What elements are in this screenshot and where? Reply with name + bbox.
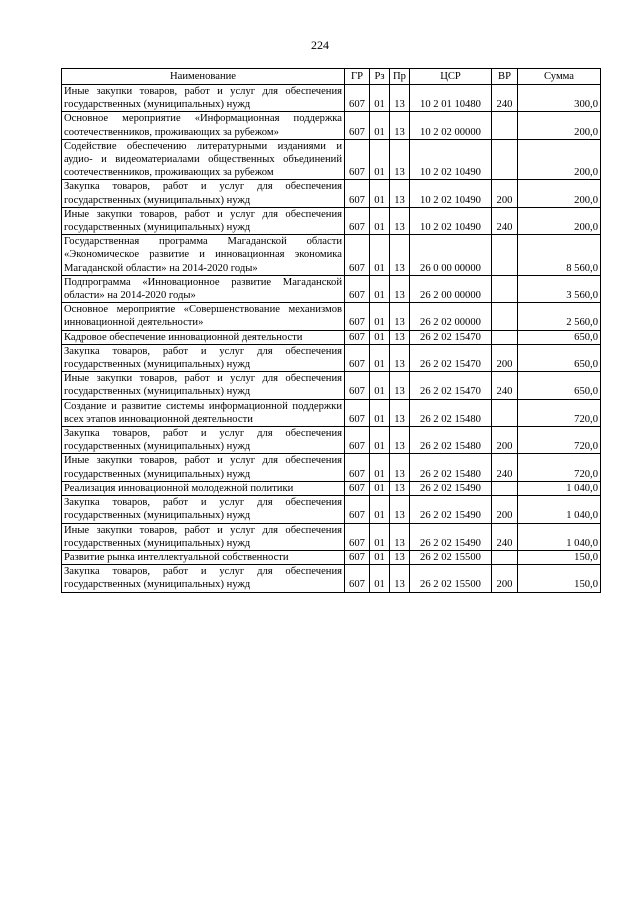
row-pr: 13 xyxy=(390,399,410,426)
row-pr: 13 xyxy=(390,454,410,481)
row-csr: 26 2 02 15490 xyxy=(410,496,492,523)
row-sum: 300,0 xyxy=(518,85,601,112)
row-pr: 13 xyxy=(390,235,410,276)
row-vr xyxy=(492,330,518,344)
row-pr: 13 xyxy=(390,112,410,139)
row-name: Закупка товаров, работ и услуг для обеспечения государственных (муниципальных) нужд xyxy=(62,496,345,523)
row-sum: 720,0 xyxy=(518,399,601,426)
table-row xyxy=(62,330,601,344)
row-csr: 10 2 02 10490 xyxy=(410,180,492,207)
row-vr: 240 xyxy=(492,523,518,550)
row-pr: 13 xyxy=(390,565,410,592)
row-name: Основное мероприятие «Информационная поддержка соотечественников, проживающих за рубежом» xyxy=(62,112,345,139)
row-pr: 13 xyxy=(390,180,410,207)
row-name: Закупка товаров, работ и услуг для обеспечения государственных (муниципальных) нужд xyxy=(62,180,345,207)
row-vr: 240 xyxy=(492,454,518,481)
row-gr: 607 xyxy=(345,427,370,454)
row-rz: 01 xyxy=(370,565,390,592)
row-gr: 607 xyxy=(345,275,370,302)
table-row xyxy=(62,399,601,426)
row-pr: 13 xyxy=(390,275,410,302)
table-row xyxy=(62,550,601,564)
row-rz: 01 xyxy=(370,139,390,180)
row-pr: 13 xyxy=(390,550,410,564)
row-sum: 200,0 xyxy=(518,139,601,180)
row-vr: 200 xyxy=(492,427,518,454)
row-name: Подпрограмма «Инновационное развитие Магаданской области» на 2014-2020 годы» xyxy=(62,275,345,302)
header-row xyxy=(62,69,601,85)
header-rz: Рз xyxy=(370,69,390,85)
row-gr: 607 xyxy=(345,330,370,344)
row-sum: 150,0 xyxy=(518,550,601,564)
row-name: Развитие рынка интеллектуальной собственности xyxy=(62,550,345,564)
row-rz: 01 xyxy=(370,85,390,112)
row-csr: 26 2 02 15500 xyxy=(410,565,492,592)
row-gr: 607 xyxy=(345,372,370,399)
row-pr: 13 xyxy=(390,207,410,234)
table-body xyxy=(62,85,601,593)
row-vr: 200 xyxy=(492,344,518,371)
table-row xyxy=(62,207,601,234)
row-vr xyxy=(492,550,518,564)
row-rz: 01 xyxy=(370,399,390,426)
row-rz: 01 xyxy=(370,372,390,399)
row-vr: 240 xyxy=(492,207,518,234)
row-name: Кадровое обеспечение инновационной деятельности xyxy=(62,330,345,344)
row-name: Иные закупки товаров, работ и услуг для обеспечения государственных (муниципальных) нужд xyxy=(62,454,345,481)
row-name: Содействие обеспечению литературными изданиями и аудио- и видеоматериалами общественных объединений соотечественников, проживающих за рубежом xyxy=(62,139,345,180)
table-row xyxy=(62,565,601,592)
row-sum: 650,0 xyxy=(518,372,601,399)
table-row xyxy=(62,180,601,207)
table-row xyxy=(62,235,601,276)
row-sum: 8 560,0 xyxy=(518,235,601,276)
row-gr: 607 xyxy=(345,344,370,371)
row-csr: 10 2 01 10480 xyxy=(410,85,492,112)
table-row xyxy=(62,454,601,481)
row-sum: 720,0 xyxy=(518,454,601,481)
row-sum: 650,0 xyxy=(518,330,601,344)
row-vr xyxy=(492,303,518,330)
row-rz: 01 xyxy=(370,427,390,454)
row-name: Иные закупки товаров, работ и услуг для обеспечения государственных (муниципальных) нужд xyxy=(62,523,345,550)
table-row xyxy=(62,496,601,523)
row-name: Иные закупки товаров, работ и услуг для обеспечения государственных (муниципальных) нужд xyxy=(62,85,345,112)
row-sum: 200,0 xyxy=(518,180,601,207)
row-gr: 607 xyxy=(345,454,370,481)
table-row xyxy=(62,303,601,330)
row-vr: 240 xyxy=(492,372,518,399)
row-pr: 13 xyxy=(390,303,410,330)
row-name: Реализация инновационной молодежной политики xyxy=(62,481,345,495)
row-csr: 26 2 02 15470 xyxy=(410,372,492,399)
row-sum: 200,0 xyxy=(518,112,601,139)
row-csr: 10 2 02 00000 xyxy=(410,112,492,139)
row-csr: 26 2 02 15470 xyxy=(410,330,492,344)
row-vr xyxy=(492,235,518,276)
row-pr: 13 xyxy=(390,344,410,371)
row-sum: 1 040,0 xyxy=(518,496,601,523)
row-csr: 26 2 02 15490 xyxy=(410,481,492,495)
row-csr: 26 2 02 15470 xyxy=(410,344,492,371)
row-sum: 3 560,0 xyxy=(518,275,601,302)
row-pr: 13 xyxy=(390,523,410,550)
row-name: Основное мероприятие «Совершенствование механизмов инновационной деятельности» xyxy=(62,303,345,330)
header-sum: Сумма xyxy=(518,69,601,85)
row-sum: 720,0 xyxy=(518,427,601,454)
table-row xyxy=(62,427,601,454)
row-pr: 13 xyxy=(390,496,410,523)
row-name: Создание и развитие системы информационной поддержки всех этапов инновационной деятельности xyxy=(62,399,345,426)
row-gr: 607 xyxy=(345,180,370,207)
row-sum: 2 560,0 xyxy=(518,303,601,330)
row-sum: 1 040,0 xyxy=(518,481,601,495)
row-pr: 13 xyxy=(390,427,410,454)
row-gr: 607 xyxy=(345,523,370,550)
row-rz: 01 xyxy=(370,454,390,481)
row-gr: 607 xyxy=(345,550,370,564)
row-rz: 01 xyxy=(370,330,390,344)
row-vr xyxy=(492,399,518,426)
table-row xyxy=(62,139,601,180)
row-vr: 200 xyxy=(492,496,518,523)
row-csr: 26 2 02 15480 xyxy=(410,427,492,454)
row-vr: 200 xyxy=(492,565,518,592)
row-gr: 607 xyxy=(345,303,370,330)
row-csr: 26 2 02 15480 xyxy=(410,399,492,426)
row-rz: 01 xyxy=(370,112,390,139)
header-name: Наименование xyxy=(62,69,345,85)
table-header xyxy=(62,69,601,85)
row-sum: 650,0 xyxy=(518,344,601,371)
row-csr: 10 2 02 10490 xyxy=(410,139,492,180)
row-gr: 607 xyxy=(345,481,370,495)
row-rz: 01 xyxy=(370,180,390,207)
row-pr: 13 xyxy=(390,139,410,180)
row-csr: 26 2 02 15500 xyxy=(410,550,492,564)
header-csr: ЦСР xyxy=(410,69,492,85)
row-gr: 607 xyxy=(345,207,370,234)
row-csr: 26 2 02 00000 xyxy=(410,303,492,330)
row-rz: 01 xyxy=(370,235,390,276)
row-gr: 607 xyxy=(345,565,370,592)
row-name: Иные закупки товаров, работ и услуг для обеспечения государственных (муниципальных) нужд xyxy=(62,207,345,234)
row-rz: 01 xyxy=(370,523,390,550)
row-rz: 01 xyxy=(370,344,390,371)
table-row xyxy=(62,112,601,139)
row-rz: 01 xyxy=(370,207,390,234)
row-csr: 26 2 02 15480 xyxy=(410,454,492,481)
row-gr: 607 xyxy=(345,235,370,276)
row-name: Закупка товаров, работ и услуг для обеспечения государственных (муниципальных) нужд xyxy=(62,427,345,454)
table-row xyxy=(62,372,601,399)
row-vr xyxy=(492,112,518,139)
row-rz: 01 xyxy=(370,303,390,330)
row-pr: 13 xyxy=(390,330,410,344)
row-vr: 200 xyxy=(492,180,518,207)
row-gr: 607 xyxy=(345,112,370,139)
row-rz: 01 xyxy=(370,275,390,302)
page-number: 224 xyxy=(311,38,329,52)
row-gr: 607 xyxy=(345,139,370,180)
row-sum: 150,0 xyxy=(518,565,601,592)
row-rz: 01 xyxy=(370,481,390,495)
row-csr: 26 0 00 00000 xyxy=(410,235,492,276)
row-sum: 1 040,0 xyxy=(518,523,601,550)
row-vr xyxy=(492,481,518,495)
row-pr: 13 xyxy=(390,481,410,495)
row-csr: 26 2 02 15490 xyxy=(410,523,492,550)
budget-table xyxy=(61,68,601,593)
row-name: Закупка товаров, работ и услуг для обеспечения государственных (муниципальных) нужд xyxy=(62,344,345,371)
table-row xyxy=(62,523,601,550)
table-row xyxy=(62,344,601,371)
row-pr: 13 xyxy=(390,372,410,399)
table-row xyxy=(62,481,601,495)
row-vr: 240 xyxy=(492,85,518,112)
row-sum: 200,0 xyxy=(518,207,601,234)
row-rz: 01 xyxy=(370,496,390,523)
header-pr: Пр xyxy=(390,69,410,85)
row-name: Иные закупки товаров, работ и услуг для обеспечения государственных (муниципальных) нужд xyxy=(62,372,345,399)
row-vr xyxy=(492,275,518,302)
row-rz: 01 xyxy=(370,550,390,564)
row-gr: 607 xyxy=(345,85,370,112)
row-name: Закупка товаров, работ и услуг для обеспечения государственных (муниципальных) нужд xyxy=(62,565,345,592)
table-row xyxy=(62,85,601,112)
row-vr xyxy=(492,139,518,180)
row-gr: 607 xyxy=(345,496,370,523)
row-csr: 26 2 00 00000 xyxy=(410,275,492,302)
row-csr: 10 2 02 10490 xyxy=(410,207,492,234)
header-vr: ВР xyxy=(492,69,518,85)
row-pr: 13 xyxy=(390,85,410,112)
header-gr: ГР xyxy=(345,69,370,85)
table-row xyxy=(62,275,601,302)
row-gr: 607 xyxy=(345,399,370,426)
row-name: Государственная программа Магаданской области «Экономическое развитие и инновационная экономика Магаданской области» на 2014-2020 годы» xyxy=(62,235,345,276)
